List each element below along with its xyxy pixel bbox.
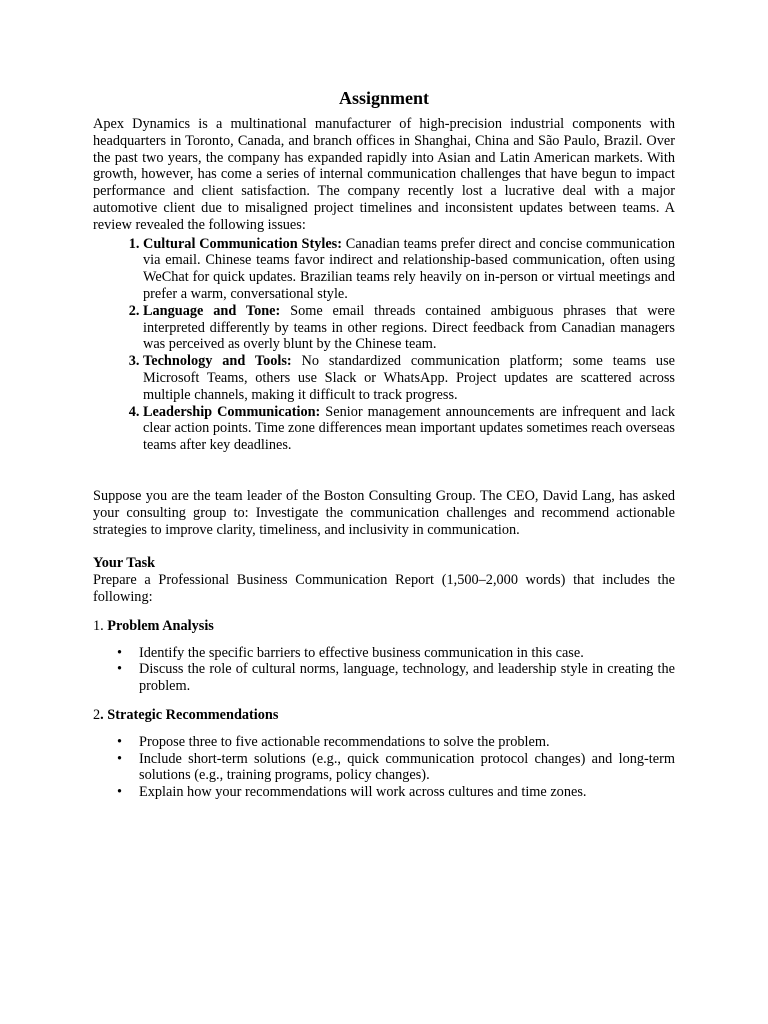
bullet-text: Discuss the role of cultural norms, language, technology, and leadership style in creating the problem.: [139, 661, 675, 695]
list-item: [143, 236, 675, 303]
list-item: [117, 733, 675, 751]
issue-heading: Leadership Communication:: [143, 403, 321, 420]
section-heading: [93, 618, 675, 635]
list-item: [117, 750, 675, 785]
section-number: 2: [93, 706, 101, 723]
task-text: Prepare a Professional Business Communication Report (1,500–2,000 words) that includes the following:: [93, 572, 675, 605]
bullet-list: [93, 734, 675, 801]
issue-text: Senior management announcements are infrequent and lack clear action points. Time zone differences mean important updates sometimes reach overseas teams after key deadlines.: [143, 403, 675, 454]
bullet-text: Explain how your recommendations will work across cultures and time zones.: [139, 784, 587, 801]
bullet-glyph: •: [117, 661, 123, 678]
bullet-glyph: •: [117, 750, 123, 767]
issue-text: No standardized communication platform; some teams use Microsoft Teams, others use Slack or WhatsApp. Project updates are scattered across multiple channels, making it difficult to track progress.: [143, 353, 675, 403]
section-heading: [93, 707, 675, 724]
section-number: 1.: [93, 617, 108, 634]
bullet-glyph: •: [117, 784, 123, 801]
issue-heading: Cultural Communication Styles:: [143, 235, 343, 252]
list-item: [143, 303, 675, 353]
bullet-list: [93, 645, 675, 695]
issue-heading: Technology and Tools:: [143, 353, 292, 370]
document-title: Assignment: [338, 88, 429, 108]
scenario-paragraph: Suppose you are the team leader of the Boston Consulting Group. The CEO, David Lang, has asked your consulting group to: Investigate the communication challenges and recommend actionable strategies to improve clarity, timeliness, and inclusivity in communication.: [93, 487, 675, 538]
bullet-glyph: •: [117, 733, 123, 750]
task-heading: Your Task: [93, 555, 156, 572]
list-item: [117, 661, 675, 695]
list-item: [117, 784, 675, 801]
issue-heading: Language and Tone:: [143, 302, 281, 319]
issues-list: [93, 236, 675, 454]
list-item: [143, 404, 675, 454]
bullet-glyph: •: [117, 644, 123, 661]
section-title: Problem Analysis: [107, 617, 214, 634]
document-page: [93, 86, 675, 801]
issue-text: Some email threads contained ambiguous phrases that were interpreted differently by teams in other regions. Direct feedback from Canadian managers was perceived as overly blunt by the Chinese team.: [143, 302, 675, 353]
bullet-text: Identify the specific barriers to effective business communication in this case.: [139, 644, 584, 661]
intro-paragraph: Apex Dynamics is a multinational manufacturer of high-precision industrial components with headquarters in Toronto, Canada, and branch offices in Shanghai, China and São Paulo, Brazil. Over the past two years, the company has expanded rapidly into Asian and Latin American markets. With growth, however, has come a series of internal communication challenges that have begun to impact performance and client satisfaction. The company recently lost a lucrative deal with a major automotive client due to misaligned project timelines and inconsistent updates between teams. A review revealed the following issues:: [93, 116, 675, 233]
issue-text: Canadian teams prefer direct and concise communication via email. Chinese teams favor indirect and relationship-based communication, often using WeChat for quick updates. Brazilian teams rely heavily on in-person or virtual meetings and prefer a warm, conversational style.: [143, 235, 675, 302]
bullet-text: Include short-term solutions (e.g., quick communication protocol changes) and long-term solutions (e.g., training programs, policy changes).: [139, 750, 675, 784]
bullet-text: Propose three to five actionable recommendations to solve the problem.: [139, 733, 550, 750]
list-item: [117, 644, 675, 662]
list-item: [143, 353, 675, 403]
section-title: . Strategic Recommendations: [100, 706, 279, 723]
